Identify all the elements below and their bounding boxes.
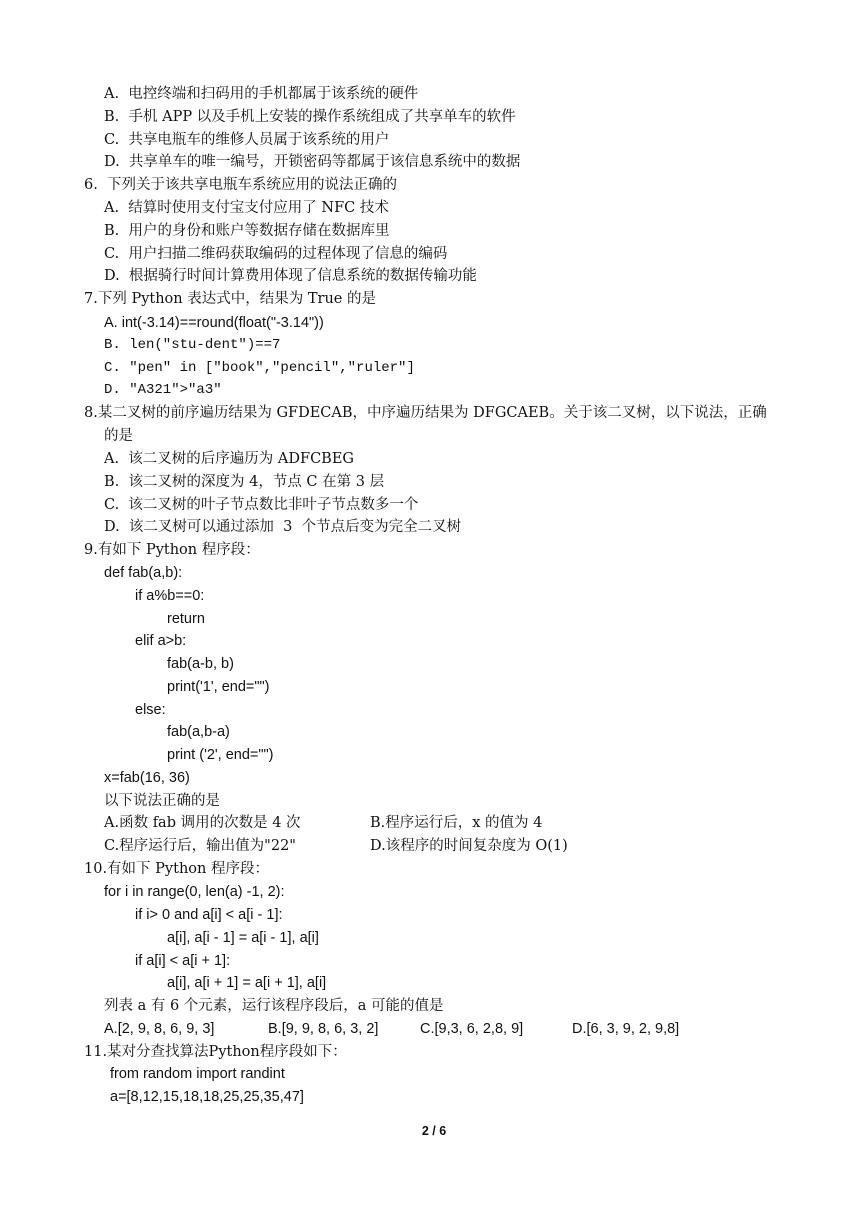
q11-code-line: from random import randint xyxy=(110,1066,285,1082)
q9-option-c: C.程序运行后，输出值为"22" xyxy=(104,838,296,854)
q8-stem-line1: 8.某二叉树的前序遍历结果为 GFDECAB，中序遍历结果为 DFGCAEB。关于该二叉树，以下说法，正确 xyxy=(84,405,767,421)
q10-code-line: a[i], a[i - 1] = a[i - 1], a[i] xyxy=(167,930,319,946)
q9-option-a: A.函数 fab 调用的次数是 4 次 xyxy=(104,815,301,831)
q9-code-line: fab(a-b, b) xyxy=(167,656,234,672)
q10-code-line: if i> 0 and a[i] < a[i - 1]: xyxy=(135,907,283,923)
page-number: 2 / 6 xyxy=(421,1124,447,1138)
q10-option-d: D.[6, 3, 9, 2, 9,8] xyxy=(572,1021,680,1037)
q9-code-line: print ('2', end="") xyxy=(167,747,274,763)
q10-code-line: if a[i] < a[i + 1]: xyxy=(135,953,231,969)
q10-code-line: for i in range(0, len(a) -1, 2): xyxy=(104,884,285,900)
q11-stem: 11.某对分查找算法Python程序段如下： xyxy=(84,1044,347,1060)
q7-option-c: C. "pen" in ["book","pencil","ruler"] xyxy=(104,360,415,376)
q7-option-b: B. len("stu-dent")==7 xyxy=(104,337,281,353)
q10-code-line: a[i], a[i + 1] = a[i + 1], a[i] xyxy=(167,975,327,991)
q7-stem: 7.下列 Python 表达式中，结果为 True 的是 xyxy=(84,291,376,307)
q6-option-b: B. 用户的身份和账户等数据存储在数据库里 xyxy=(104,223,390,239)
q9-code-line: return xyxy=(167,611,205,627)
q10-stem: 10.有如下 Python 程序段： xyxy=(84,861,269,877)
q6-stem: 6. 下列关于该共享电瓶车系统应用的说法正确的 xyxy=(84,177,398,193)
q8-option-a: A. 该二叉树的后序遍历为 ADFCBEG xyxy=(104,451,354,467)
q5-option-a: A. 电控终端和扫码用的手机都属于该系统的硬件 xyxy=(104,86,419,102)
q10-option-c: C.[9,3, 6, 2,8, 9] xyxy=(420,1021,524,1037)
q10-option-b: B.[9, 9, 8, 6, 3, 2] xyxy=(268,1021,379,1037)
q9-code-line: fab(a,b-a) xyxy=(167,724,230,740)
q9-stem: 9.有如下 Python 程序段： xyxy=(84,542,260,558)
q6-option-d: D. 根据骑行时间计算费用体现了信息系统的数据传输功能 xyxy=(104,268,477,284)
q10-option-a: A.[2, 9, 8, 6, 9, 3] xyxy=(104,1021,215,1037)
q9-prompt: 以下说法正确的是 xyxy=(104,793,220,809)
q9-option-b: B.程序运行后，x 的值为 4 xyxy=(370,815,543,831)
q6-option-a: A. 结算时使用支付宝支付应用了 NFC 技术 xyxy=(104,200,389,216)
q5-option-c: C. 共享电瓶车的维修人员属于该系统的用户 xyxy=(104,132,390,148)
q10-prompt: 列表 a 有 6 个元素，运行该程序段后，a 可能的值是 xyxy=(104,998,444,1014)
q5-option-b: B. 手机 APP 以及手机上安装的操作系统组成了共享单车的软件 xyxy=(104,109,516,125)
q7-option-a: A. int(-3.14)==round(float("-3.14")) xyxy=(104,315,324,331)
q9-option-d: D.该程序的时间复杂度为 O(1) xyxy=(370,838,568,854)
q7-option-d: D. "A321">"a3" xyxy=(104,382,222,398)
q5-option-d: D. 共享单车的唯一编号，开锁密码等都属于该信息系统中的数据 xyxy=(104,154,521,170)
q8-option-b: B. 该二叉树的深度为 4，节点 C 在第 3 层 xyxy=(104,474,385,490)
q8-option-c: C. 该二叉树的叶子节点数比非叶子节点数多一个 xyxy=(104,497,419,513)
q6-option-c: C. 用户扫描二维码获取编码的过程体现了信息的编码 xyxy=(104,246,448,262)
q8-option-d: D. 该二叉树可以通过添加 3 个节点后变为完全二叉树 xyxy=(104,519,462,535)
q11-code-line: a=[8,12,15,18,18,25,25,35,47] xyxy=(110,1089,304,1105)
q9-code-line: else: xyxy=(135,702,166,718)
q9-code-line: def fab(a,b): xyxy=(104,565,183,581)
q9-code-line: elif a>b: xyxy=(135,633,187,649)
q9-code-line: if a%b==0: xyxy=(135,588,205,604)
q8-stem-line2: 的是 xyxy=(104,428,133,444)
q9-code-line: print('1', end="") xyxy=(167,679,270,695)
q9-code-line: x=fab(16, 36) xyxy=(104,770,190,786)
